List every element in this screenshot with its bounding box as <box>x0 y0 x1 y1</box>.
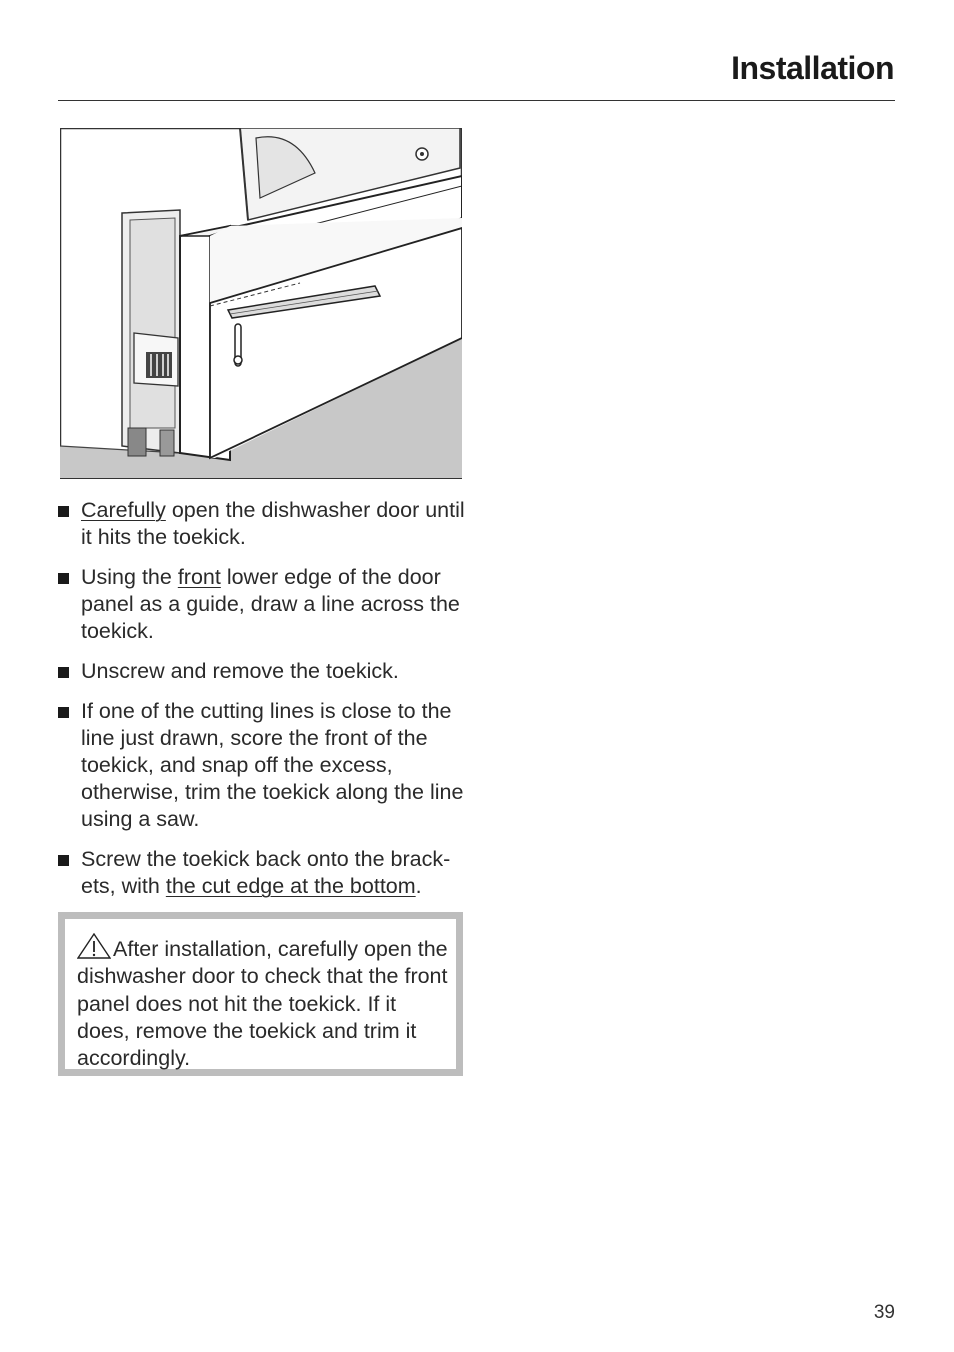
warning-box <box>58 912 463 1076</box>
step-emphasis: front <box>177 565 221 589</box>
step-text: Unscrew and remove the toekick. <box>81 659 399 683</box>
list-item <box>58 564 468 645</box>
step-text: . <box>415 874 422 898</box>
list-item <box>58 846 468 900</box>
bullet-icon <box>58 855 69 866</box>
bullet-icon <box>58 667 69 678</box>
list-item <box>58 698 468 833</box>
list-item <box>58 658 468 685</box>
instruction-list <box>58 497 468 913</box>
warning-content <box>77 933 449 1072</box>
step-emphasis: Carefully <box>81 498 166 522</box>
page-number: 39 <box>873 1302 895 1323</box>
header-divider <box>58 100 895 101</box>
step-text: open the dishwasher door until it hits the toekick. <box>81 498 465 549</box>
step-text: Using the <box>81 565 178 589</box>
warning-text: After installation, carefully open the dishwasher door to check that the front panel does not hit the toekick. If it does, remove the toekick and trim it accordingly. <box>77 937 448 1071</box>
dishwasher-toekick-illustration <box>60 128 462 479</box>
bullet-icon <box>58 707 69 718</box>
step-text: Screw the toekick back onto the brack-ets, with <box>81 847 451 898</box>
page-title: Installation <box>731 50 894 86</box>
bullet-icon <box>58 573 69 584</box>
bullet-icon <box>58 506 69 517</box>
warning-triangle-icon <box>77 933 111 959</box>
list-item <box>58 497 468 551</box>
step-text: If one of the cutting lines is close to the line just drawn, score the front of the toekick, and snap off the excess, otherwise, trim the toekick along the line using a saw. <box>81 699 464 831</box>
step-text: lower edge of the door panel as a guide, draw a line across the toekick. <box>81 565 460 643</box>
step-emphasis: the cut edge at the bottom <box>165 874 416 898</box>
